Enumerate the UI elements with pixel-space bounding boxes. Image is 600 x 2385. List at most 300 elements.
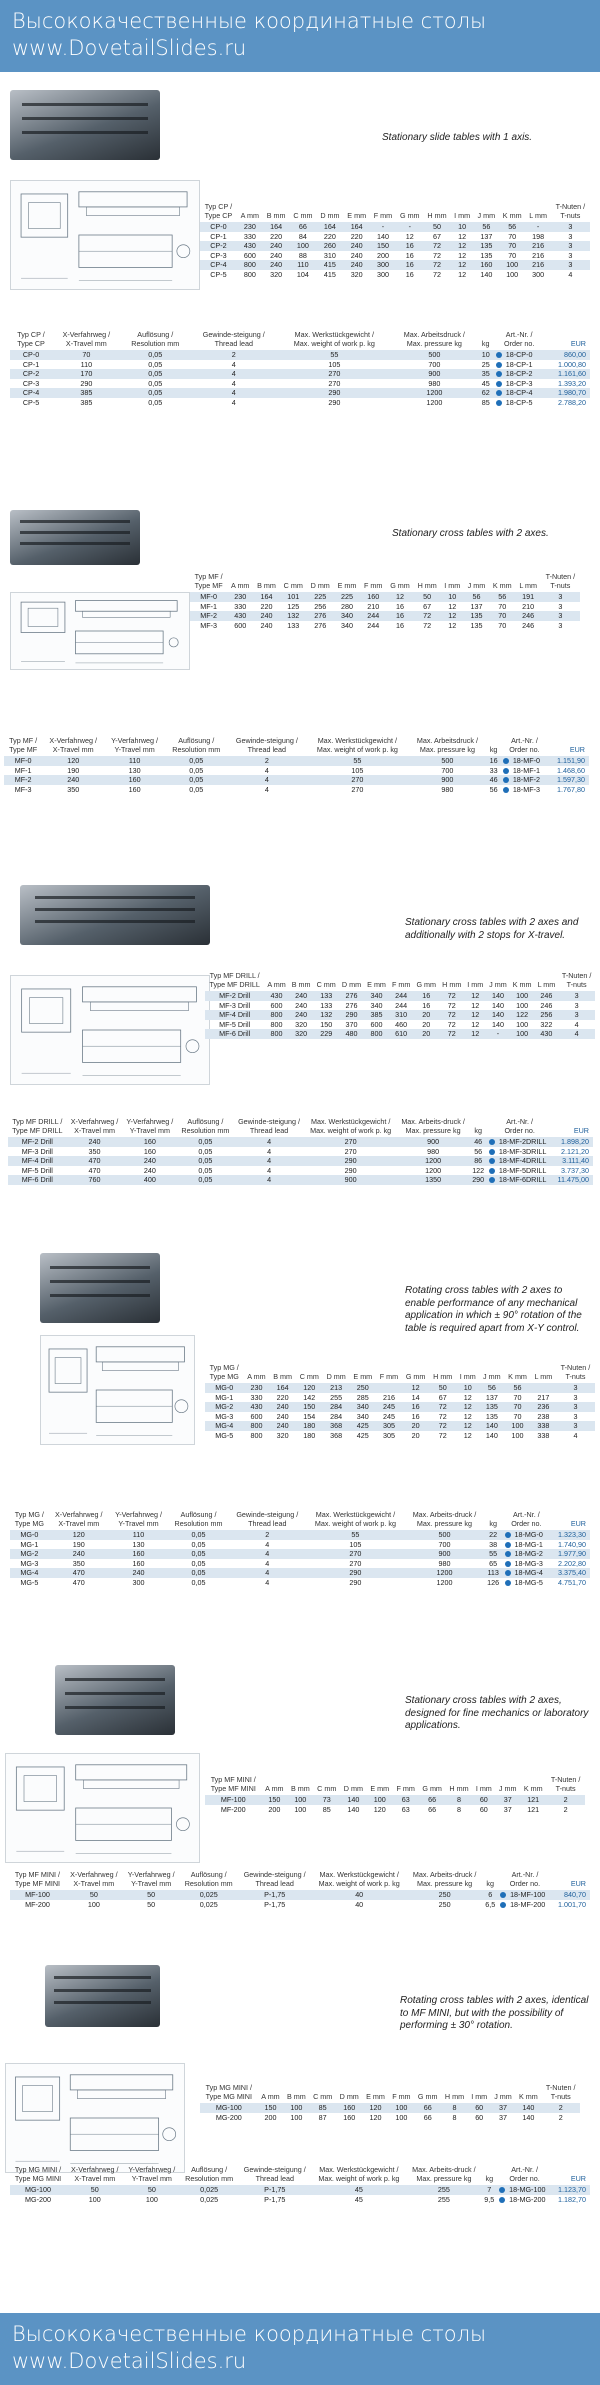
dimension-cell: 20 <box>413 1010 439 1020</box>
table-row <box>200 232 590 242</box>
spec-cell: 50 <box>65 1890 123 1900</box>
dimension-cell: 256 <box>535 1010 559 1020</box>
spec-cell: 65 <box>489 1558 498 1568</box>
dimension-cell: 800 <box>264 1029 288 1039</box>
price-cell: 1.151,90 <box>548 756 589 766</box>
dimension-cell: 800 <box>237 260 263 270</box>
spec-cell: 760 <box>67 1175 123 1185</box>
column-header: J mm <box>494 2092 512 2101</box>
column-header: E mm <box>367 980 386 989</box>
column-header: G mm <box>399 211 420 220</box>
dimension-cell: 310 <box>323 250 336 260</box>
model-cell: MF-200 <box>220 1804 246 1814</box>
dimension-cell: 12 <box>402 1383 429 1393</box>
dimension-cell: 4 <box>573 1430 578 1440</box>
caption-line: application in which ± 90° rotation of the <box>405 1310 582 1321</box>
t-slot <box>50 1280 151 1283</box>
banner-url[interactable]: www.DovetailSlides.ru <box>12 2349 247 2373</box>
dimension-cell: 3 <box>551 241 590 251</box>
dimension-cell: 164 <box>253 592 280 602</box>
order-number[interactable]: 18-CP-3 <box>505 378 533 388</box>
spec-cell: 38 <box>489 1539 498 1549</box>
dimension-cell: 340 <box>364 991 389 1001</box>
column-header: G mm <box>417 2092 438 2101</box>
spec-cell: 0,025 <box>180 2185 238 2195</box>
dimension-cell: 240 <box>295 1000 308 1010</box>
table-row <box>8 1175 593 1185</box>
dimension-cell: 240 <box>263 260 290 270</box>
column-header: K mm <box>508 1372 527 1381</box>
dimension-cell: 244 <box>360 611 386 621</box>
dimension-cell: 37 <box>503 1804 512 1814</box>
order-number[interactable]: 18-CP-5 <box>505 397 533 407</box>
column-header: J mm <box>489 980 507 989</box>
bullet-icon <box>503 777 509 783</box>
spec-cell: 62 <box>478 388 494 398</box>
bullet-icon <box>505 1561 511 1567</box>
product-photo <box>55 1665 175 1735</box>
dimension-cell: 3 <box>558 1010 595 1020</box>
column-header: Art.-Nr. / Order no. <box>509 2165 540 2183</box>
dimension-cell: 16 <box>413 991 439 1001</box>
bullet-icon <box>489 1149 495 1155</box>
dimension-cell: 66 <box>419 1795 446 1805</box>
spec-cell: 900 <box>397 1137 470 1147</box>
table-row <box>10 1549 590 1559</box>
table-row <box>4 785 589 795</box>
table-header-row <box>10 1870 590 1890</box>
column-header: E mm <box>347 211 367 220</box>
dimension-cell: 236 <box>531 1402 556 1412</box>
dimension-cell: 2 <box>558 2112 563 2122</box>
caption-line: Stationary slide tables with 1 axis. <box>382 132 533 143</box>
model-cell: MF-200 <box>25 1899 50 1909</box>
dimension-cell: 100 <box>504 1421 530 1431</box>
spec-cell: 50 <box>123 2185 180 2195</box>
spec-cell: 40 <box>355 1899 364 1909</box>
dimension-cell: 70 <box>513 1411 522 1421</box>
technical-drawing <box>10 180 200 290</box>
spec-cell: 4 <box>233 1175 304 1185</box>
column-header: Gewinde-steigung / Thread lead <box>243 1870 306 1888</box>
product-photo <box>20 885 210 945</box>
dimension-cell: 305 <box>382 1430 395 1440</box>
spec-cell: 0,05 <box>189 765 204 775</box>
table-row <box>10 1530 590 1540</box>
dimension-cell: 213 <box>323 1383 350 1393</box>
dimension-cell: 60 <box>468 2103 491 2113</box>
bullet-icon <box>496 400 502 406</box>
table-row <box>190 621 580 631</box>
dimension-cell: 310 <box>389 1010 413 1020</box>
column-header: Max. Werkstückgewicht / Max. weight of work p. kg <box>293 330 375 348</box>
column-header: T-Nuten / T-nuts <box>545 2083 576 2101</box>
spec-cell: 0,025 <box>199 1899 218 1909</box>
spec-cell: 55 <box>306 1530 405 1540</box>
dimension-cell: 16 <box>396 241 423 251</box>
dimension-cell: 240 <box>270 250 283 260</box>
spec-cell: 0,05 <box>177 1137 233 1147</box>
order-table <box>10 1870 590 1909</box>
column-header: Y-Verfahrweg / Y-Travel mm <box>128 2165 176 2183</box>
dimension-cell: 800 <box>243 1421 269 1431</box>
t-slot <box>65 1678 166 1681</box>
dimension-cell: 240 <box>350 250 363 260</box>
dimension-cell: 210 <box>522 601 535 611</box>
spec-cell: P-1,75 <box>238 1890 312 1900</box>
order-number[interactable]: 18-MF-3DRILL <box>498 1146 547 1156</box>
dimension-cell: 121 <box>520 1795 546 1805</box>
dimension-cell: 260 <box>316 241 343 251</box>
price-cell: 2.121,20 <box>561 1146 589 1156</box>
table-row <box>205 1402 595 1412</box>
price-cell: 4.751,70 <box>558 1577 586 1587</box>
order-bullet <box>503 1578 513 1588</box>
drawing-line <box>83 987 197 1002</box>
spec-cell: 4 <box>227 775 306 785</box>
order-number[interactable]: 18-MF-1 <box>512 765 540 775</box>
spec-cell: 55 <box>484 1549 503 1559</box>
column-header: Gewinde-steigung / Thread lead <box>238 1117 301 1135</box>
table-header-row <box>205 1363 595 1383</box>
dimension-cell: 200 <box>268 1804 281 1814</box>
dimension-cell: 164 <box>316 222 343 232</box>
order-number[interactable]: 18-MG-4 <box>513 1568 551 1578</box>
order-number[interactable]: 18-MF-5DRILL <box>498 1165 547 1175</box>
order-number[interactable]: 18-CP-1 <box>505 359 533 369</box>
spec-cell: 0,05 <box>168 1549 229 1559</box>
drawing-line <box>186 1040 199 1053</box>
column-header: B mm <box>291 980 311 989</box>
spec-cell: 0,05 <box>189 784 204 794</box>
column-header: E mm <box>366 2092 385 2101</box>
drawing-line <box>175 1400 188 1413</box>
dimension-cell: 100 <box>516 1019 529 1029</box>
dimension-cell: 120 <box>373 1804 386 1814</box>
column-header: Art.-Nr. / Order no. <box>509 1870 541 1888</box>
dimension-cell: 8 <box>457 1804 461 1814</box>
dimension-cell: 340 <box>334 611 361 621</box>
dimension-cell: 142 <box>303 1392 316 1402</box>
spec-cell: 0,05 <box>191 1577 206 1587</box>
spec-cell: 0,05 <box>191 1539 206 1549</box>
dimension-cell: 137 <box>485 1392 498 1402</box>
product-photo <box>10 90 160 160</box>
column-header: E mm <box>353 1372 373 1381</box>
column-header: Gewinde-steigung / Thread lead <box>202 330 265 348</box>
order-number[interactable]: 18-MF-200 <box>510 1899 546 1909</box>
spec-cell: 0,05 <box>177 1156 233 1166</box>
column-header: kg <box>486 1879 495 1888</box>
drawing-line <box>79 192 187 207</box>
dimension-cell: 100 <box>287 1795 313 1805</box>
dimension-cell: 330 <box>243 231 256 241</box>
column-header: Typ CP / Type CP <box>17 330 45 348</box>
spec-cell: 70 <box>52 350 121 360</box>
dimension-cell: 140 <box>491 1000 504 1010</box>
order-table <box>8 1117 593 1185</box>
column-header: G mm <box>405 1372 426 1381</box>
dimension-cell: 240 <box>253 611 280 621</box>
dimension-cell: 246 <box>522 620 535 630</box>
dimension-cell: 56 <box>479 1383 504 1393</box>
price-cell: 1.977,90 <box>550 1549 590 1559</box>
dimension-cell: 20 <box>422 1019 431 1029</box>
dimension-cell: 37 <box>498 2112 507 2122</box>
dimension-cell: 300 <box>376 269 389 279</box>
dimension-cell: 800 <box>243 269 256 279</box>
banner-url[interactable]: www.DovetailSlides.ru <box>12 36 247 60</box>
spec-cell: 0,05 <box>198 1165 213 1175</box>
dimension-cell: 320 <box>350 269 363 279</box>
dimension-cell: 100 <box>510 991 535 1001</box>
spec-cell: 4 <box>265 1558 270 1568</box>
dimension-cell: 240 <box>269 1402 295 1412</box>
order-number[interactable]: 18-MG-2 <box>513 1549 551 1559</box>
dimension-cell: 66 <box>428 1804 437 1814</box>
column-header: J mm <box>483 1372 501 1381</box>
order-bullet <box>501 766 511 776</box>
dimension-cell: 137 <box>470 601 483 611</box>
dimension-cell: 4 <box>558 1029 595 1039</box>
dimension-cell: 230 <box>227 592 253 602</box>
dimension-cell: 160 <box>336 2103 363 2113</box>
model-cell: MG-1 <box>215 1392 234 1402</box>
price-cell: 3.111,40 <box>552 1156 593 1166</box>
order-number[interactable]: 18-CP-2 <box>504 369 545 379</box>
dimension-cell: 320 <box>295 1019 308 1029</box>
dimension-cell: 240 <box>263 241 290 251</box>
dimension-cell: 60 <box>475 2112 484 2122</box>
dimension-cell: 20 <box>402 1421 429 1431</box>
table-row <box>205 1383 595 1393</box>
order-number[interactable]: 18-MF-2 <box>511 775 548 785</box>
column-header: Art.-Nr. / Order no. <box>504 1117 535 1135</box>
drawing-line <box>83 1780 179 1789</box>
dimension-cell: 14 <box>411 1392 420 1402</box>
spec-cell: 1200 <box>436 1577 453 1587</box>
order-number[interactable]: 18-MG-100 <box>507 2185 552 2195</box>
column-header: G mm <box>416 980 437 989</box>
order-number[interactable]: 18-MF-6DRILL <box>497 1175 553 1185</box>
price-cell: 840,70 <box>552 1890 590 1900</box>
order-number[interactable]: 18-MF-4DRILL <box>497 1156 553 1166</box>
drawing-line <box>55 1358 81 1384</box>
table-header-row <box>200 202 590 222</box>
spec-cell: 900 <box>391 369 478 379</box>
price-cell: 2.202,80 <box>558 1558 586 1568</box>
dimension-cell: 72 <box>423 620 432 630</box>
column-header: Art.-Nr. / Order no. <box>511 1510 542 1528</box>
dimension-cell: 338 <box>531 1421 556 1431</box>
dimension-cell: 12 <box>458 269 467 279</box>
dimension-cell: 8 <box>441 2103 468 2113</box>
dimension-cell: 245 <box>382 1411 395 1421</box>
dimension-cell: 72 <box>414 611 441 621</box>
spec-cell: 4 <box>265 1539 270 1549</box>
dimension-cell: 140 <box>486 1010 510 1020</box>
order-number[interactable]: 18-MF-2DRILL <box>497 1137 553 1147</box>
caption-line: performing ± 30° rotation. <box>400 2020 513 2031</box>
dimension-cell: 37 <box>491 2103 516 2113</box>
table-header-row <box>10 330 590 350</box>
spec-cell: 250 <box>438 1899 451 1909</box>
spec-cell: 240 <box>42 775 104 785</box>
dimension-cell: 20 <box>411 1430 420 1440</box>
spec-cell: 56 <box>474 1146 483 1156</box>
spec-cell: 2 <box>229 1530 306 1540</box>
spec-cell: 50 <box>147 1899 156 1909</box>
spec-cell: 0,025 <box>180 1890 238 1900</box>
model-cell: MG-200 <box>215 2112 242 2122</box>
table-row <box>205 1805 585 1815</box>
spec-cell: 170 <box>52 369 121 379</box>
dimension-cell: 121 <box>527 1804 540 1814</box>
order-number[interactable]: 18-MG-0 <box>513 1530 551 1540</box>
dimension-cell: 150 <box>370 241 396 251</box>
spec-cell: 160 <box>128 784 141 794</box>
spec-cell: 290 <box>305 1156 397 1166</box>
spec-cell: 290 <box>80 378 93 388</box>
table-row <box>205 991 595 1001</box>
dimension-cell: 150 <box>258 2103 284 2113</box>
spec-cell: 2 <box>190 350 278 360</box>
drawing-line <box>70 2075 173 2090</box>
dimension-cell: 122 <box>510 1010 535 1020</box>
column-header: H mm <box>449 1784 469 1793</box>
dimension-cell: 3 <box>541 592 580 602</box>
model-cell: MF-1 <box>200 601 217 611</box>
model-cell: MF-3 <box>200 620 217 630</box>
dimension-cell: 230 <box>237 222 263 232</box>
dimension-cell: 72 <box>433 269 441 279</box>
column-header: Auflösung / Resolution mm <box>185 2165 234 2183</box>
dimension-cell: 50 <box>429 1383 456 1393</box>
spec-cell: 46 <box>486 775 500 785</box>
model-cell: CP-1 <box>22 359 40 369</box>
table-row <box>200 2103 580 2113</box>
column-header: A mm <box>267 980 286 989</box>
drawing-line <box>77 2090 165 2099</box>
spec-cell: 4 <box>229 1549 306 1559</box>
drawing-line <box>49 1349 87 1392</box>
dimension-cell: 85 <box>309 2103 336 2113</box>
table-row <box>10 379 590 389</box>
order-bullet <box>494 398 504 408</box>
dimension-cell: 430 <box>243 1402 269 1412</box>
dimension-cell: 56 <box>474 222 499 232</box>
model-cell: MG-100 <box>10 2185 66 2195</box>
column-header: X-Verfahrweg / X-Travel mm <box>55 1510 103 1528</box>
order-number[interactable]: 18-CP-0 <box>504 350 545 360</box>
order-bullet <box>487 1175 497 1185</box>
dimension-cell: 230 <box>243 1383 269 1393</box>
dimension-cell: 66 <box>289 222 316 232</box>
column-header: I mm <box>459 1372 476 1381</box>
dimension-cell: 210 <box>367 601 380 611</box>
dimension-cell: 240 <box>343 241 370 251</box>
column-header: L mm <box>519 581 538 590</box>
order-bullet <box>487 1137 497 1147</box>
dimension-cell: 250 <box>350 1383 376 1393</box>
table-row <box>205 1393 595 1403</box>
column-header: A mm <box>247 1372 266 1381</box>
order-number[interactable]: 18-CP-4 <box>504 388 545 398</box>
bullet-icon <box>496 362 502 368</box>
order-bullet <box>501 785 511 795</box>
dimension-cell: 72 <box>439 991 464 1001</box>
price-cell: 1.468,60 <box>557 765 585 775</box>
column-header: X-Verfahrweg / X-Travel mm <box>49 736 97 754</box>
order-number[interactable]: 18-MG-1 <box>514 1539 543 1549</box>
order-number[interactable]: 18-MF-3 <box>512 784 540 794</box>
dimension-cell: 244 <box>395 1000 408 1010</box>
banner-title: Высококачественные координатные столы <box>12 2322 487 2346</box>
drawing-line <box>82 611 170 617</box>
banner-title: Высококачественные координатные столы <box>12 9 487 33</box>
dimension-cell: 37 <box>495 1795 520 1805</box>
price-cell: 1.980,70 <box>545 388 590 398</box>
drawing-line <box>29 203 61 229</box>
dimension-cell: 225 <box>334 592 361 602</box>
dimension-cell: 340 <box>350 1402 376 1412</box>
dimension-cell: 2 <box>546 1795 585 1805</box>
dimension-cell: 135 <box>480 250 493 260</box>
spec-cell: 4 <box>264 784 269 794</box>
currency-header: EUR <box>569 745 585 754</box>
column-header: A mm <box>265 1784 284 1793</box>
model-cell: MF-3 Drill <box>21 1146 53 1156</box>
column-header: A mm <box>240 211 260 220</box>
order-table <box>10 330 590 407</box>
dimension-cell: 3 <box>574 1000 579 1010</box>
column-header: F mm <box>391 980 411 989</box>
dimension-cell: 66 <box>414 2103 441 2113</box>
dimension-cell: 140 <box>491 1019 504 1029</box>
column-header: X-Verfahrweg / X-Travel mm <box>71 2165 119 2183</box>
table-row <box>8 1147 593 1157</box>
dimension-cell: 276 <box>307 611 334 621</box>
column-header: Max. Arbeitsdruck / Max. pressure kg <box>403 330 465 348</box>
dimension-cell: 70 <box>508 250 517 260</box>
dimension-cell: 220 <box>276 1392 289 1402</box>
model-cell: MF-3 Drill <box>219 1000 251 1010</box>
price-cell: 1.323,30 <box>550 1530 590 1540</box>
dimension-cell: 246 <box>535 991 559 1001</box>
dimension-cell: 150 <box>262 1795 288 1805</box>
spec-cell: 0,05 <box>198 1146 213 1156</box>
dimension-cell: 290 <box>339 1010 364 1020</box>
order-number[interactable]: 18-MF-100 <box>508 1890 552 1900</box>
table-row <box>190 611 580 621</box>
t-slot <box>65 1692 166 1695</box>
column-header: I mm <box>444 581 461 590</box>
order-number[interactable]: 18-MG-3 <box>514 1558 543 1568</box>
drawing-line <box>28 608 58 626</box>
order-number[interactable]: 18-MG-200 <box>509 2194 546 2204</box>
dimension-cell: 16 <box>411 1411 420 1421</box>
order-number[interactable]: 18-MG-5 <box>514 1577 543 1587</box>
dimension-cell: 3 <box>568 231 573 241</box>
order-bullet <box>494 369 504 379</box>
column-header: D mm <box>310 581 330 590</box>
drawing-line <box>23 2086 53 2112</box>
dimension-cell: 16 <box>396 260 423 270</box>
order-number[interactable]: 18-MF-0 <box>511 756 548 766</box>
price-cell: 3.737,30 <box>561 1165 589 1175</box>
dimension-cell: 12 <box>464 1010 486 1020</box>
order-bullet <box>498 1900 508 1910</box>
